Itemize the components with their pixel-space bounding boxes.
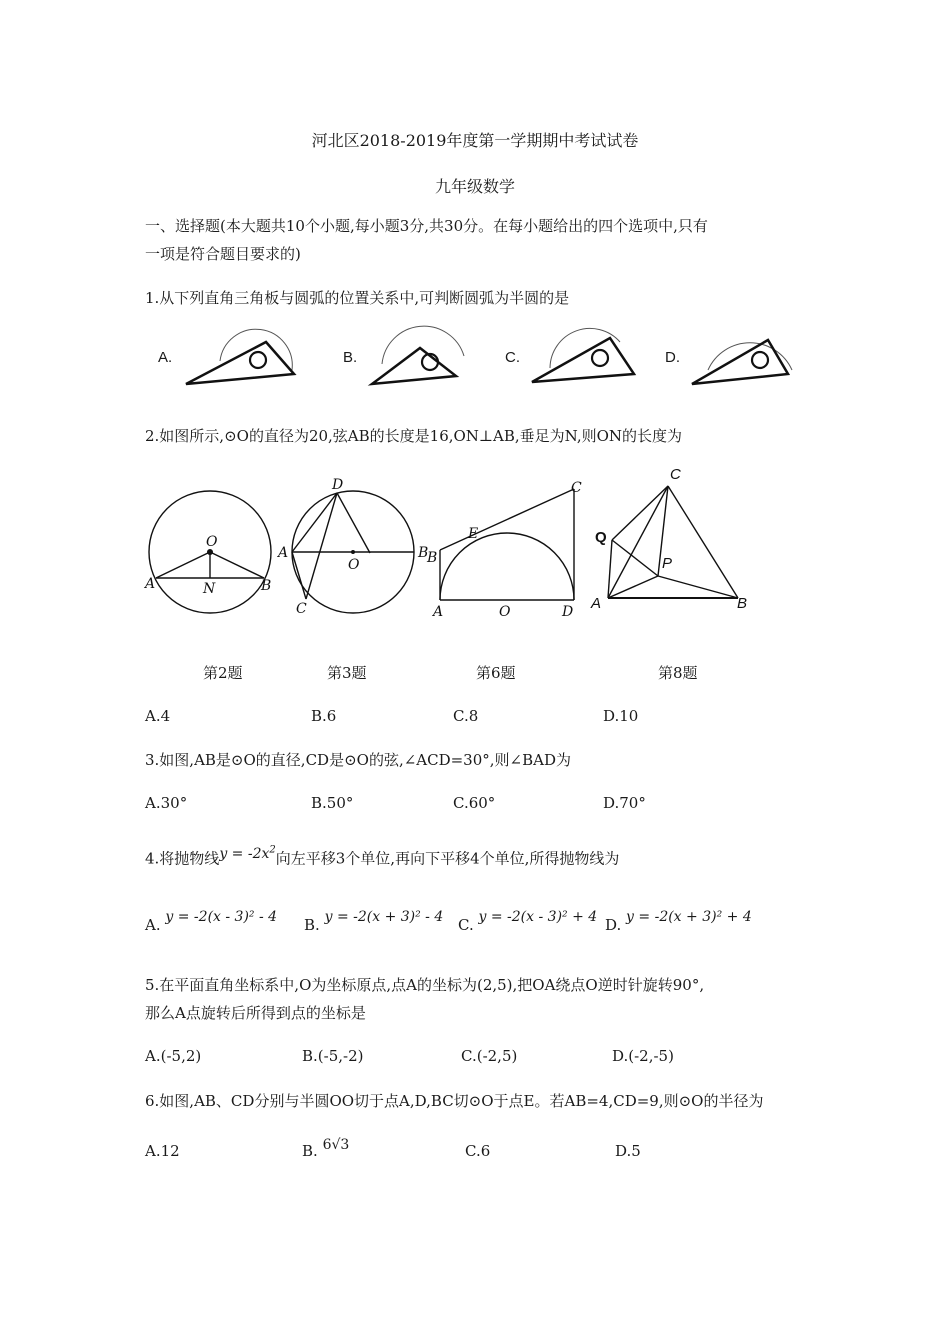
caption-fig8: 第8题 bbox=[658, 664, 698, 682]
q3-option-c: C.60° bbox=[453, 794, 496, 812]
exam-subtitle: 九年级数学 bbox=[434, 177, 515, 196]
q5-text-line2: 那么A点旋转后所得到点的坐标是 bbox=[145, 1004, 366, 1022]
figure-q2 bbox=[140, 485, 280, 625]
q3-text: 3.如图,AB是⊙O的直径,CD是⊙O的弦,∠ACD=30°,则∠BAD为 bbox=[145, 751, 571, 769]
q5-text-line1: 5.在平面直角坐标系中,O为坐标原点,点A的坐标为(2,5),把OA绕点O逆时针旋转90°, bbox=[145, 976, 705, 994]
q1-figure-b bbox=[360, 326, 470, 386]
q1-option-d: D. bbox=[665, 349, 680, 366]
q4-formula-base: y = -2x bbox=[219, 845, 270, 862]
q1-option-a: A. bbox=[158, 349, 173, 366]
fig3-label-c: C bbox=[296, 601, 307, 617]
q1-option-b: B. bbox=[343, 349, 358, 366]
figure-q8 bbox=[588, 462, 758, 612]
q4-text-after: 向左平移3个单位,再向下平移4个单位,所得抛物线为 bbox=[275, 849, 620, 868]
q3-option-d: D.70° bbox=[603, 794, 646, 812]
figure-q6 bbox=[425, 478, 595, 623]
q2-option-a: A.4 bbox=[145, 707, 171, 725]
fig6-label-c: C bbox=[571, 480, 582, 496]
fig8-label-q: Q bbox=[595, 529, 607, 546]
q5-option-d: D.(-2,-5) bbox=[612, 1047, 674, 1065]
q1-figure-d bbox=[688, 326, 803, 388]
q5-option-a: A.(-5,2) bbox=[145, 1047, 202, 1065]
q3-option-b: B.50° bbox=[311, 794, 354, 812]
q4-option-c-label: C. bbox=[458, 916, 474, 934]
q4-option-a-label: A. bbox=[145, 916, 161, 934]
q4-text bbox=[145, 846, 619, 870]
q6-option-c: C.6 bbox=[465, 1142, 491, 1160]
q3-option-a: A.30° bbox=[145, 794, 188, 812]
caption-fig3: 第3题 bbox=[327, 664, 367, 682]
fig6-label-d: D bbox=[562, 604, 574, 620]
fig8-label-a: A bbox=[591, 595, 602, 612]
q4-option-c bbox=[458, 909, 598, 934]
q4-option-d-formula: y = -2(x + 3)² + 4 bbox=[626, 909, 752, 925]
q4-option-b bbox=[304, 909, 444, 934]
fig8-label-b: B bbox=[737, 595, 748, 612]
fig2-label-a: A bbox=[145, 576, 156, 592]
q6-option-b-label: B. bbox=[302, 1142, 318, 1160]
q2-option-b: B.6 bbox=[311, 707, 337, 725]
q6-option-b bbox=[302, 1137, 350, 1160]
q4-option-c-formula: y = -2(x - 3)² + 4 bbox=[478, 909, 598, 925]
q1-option-c: C. bbox=[505, 349, 520, 366]
fig3-label-a: A bbox=[278, 545, 289, 561]
q6-text: 6.如图,AB、CD分别与半圆OO切于点A,D,BC切⊙O于点E。若AB=4,CD=9,则⊙O的半径为 bbox=[145, 1092, 764, 1110]
fig8-label-c: C bbox=[670, 466, 681, 483]
fig3-label-o: O bbox=[348, 557, 360, 573]
q2-option-d: D.10 bbox=[603, 707, 639, 725]
q6-option-b-formula: 6√3 bbox=[322, 1137, 350, 1153]
caption-fig6: 第6题 bbox=[476, 664, 516, 682]
fig6-label-o: O bbox=[499, 604, 511, 620]
q6-option-a: A.12 bbox=[145, 1142, 180, 1160]
q4-formula-exp: 2 bbox=[269, 844, 276, 855]
fig3-label-d: D bbox=[332, 477, 344, 493]
q2-text: 2.如图所示,⊙O的直径为20,弦AB的长度是16,ON⊥AB,垂足为N,则ON的长度为 bbox=[145, 427, 683, 445]
section-heading-line1: 一、选择题(本大题共10个小题,每小题3分,共30分。在每小题给出的四个选项中,只有 bbox=[145, 217, 708, 235]
q4-formula bbox=[219, 846, 275, 862]
figure-q3 bbox=[274, 475, 434, 625]
q4-option-b-formula: y = -2(x + 3)² - 4 bbox=[324, 909, 444, 925]
fig2-label-o: O bbox=[206, 534, 218, 550]
fig8-label-p: P bbox=[662, 555, 673, 572]
fig6-label-e: E bbox=[468, 526, 479, 542]
fig6-label-a: A bbox=[433, 604, 444, 620]
q6-option-d: D.5 bbox=[615, 1142, 641, 1160]
fig6-label-b: B bbox=[427, 550, 438, 566]
exam-title: 河北区2018-2019年度第一学期期中考试试卷 bbox=[311, 131, 639, 150]
q1-text: 1.从下列直角三角板与圆弧的位置关系中,可判断圆弧为半圆的是 bbox=[145, 289, 570, 307]
q1-figure-c bbox=[528, 324, 638, 386]
q2-option-c: C.8 bbox=[453, 707, 479, 725]
q1-figure-a bbox=[180, 328, 300, 388]
fig2-label-n: N bbox=[203, 581, 216, 597]
fig2-label-b: B bbox=[261, 578, 272, 594]
q4-text-before: 4.将抛物线 bbox=[145, 849, 220, 868]
q4-option-d-label: D. bbox=[605, 916, 622, 934]
q4-option-a bbox=[145, 909, 278, 934]
q4-option-b-label: B. bbox=[304, 916, 320, 934]
q4-option-a-formula: y = -2(x - 3)² - 4 bbox=[165, 909, 278, 925]
q4-option-d bbox=[605, 909, 752, 934]
q5-option-c: C.(-2,5) bbox=[461, 1047, 518, 1065]
section-heading-line2: 一项是符合题目要求的) bbox=[145, 245, 301, 263]
fig3-label-b: B bbox=[418, 545, 429, 561]
caption-fig2: 第2题 bbox=[203, 664, 243, 682]
q5-option-b: B.(-5,-2) bbox=[302, 1047, 364, 1065]
